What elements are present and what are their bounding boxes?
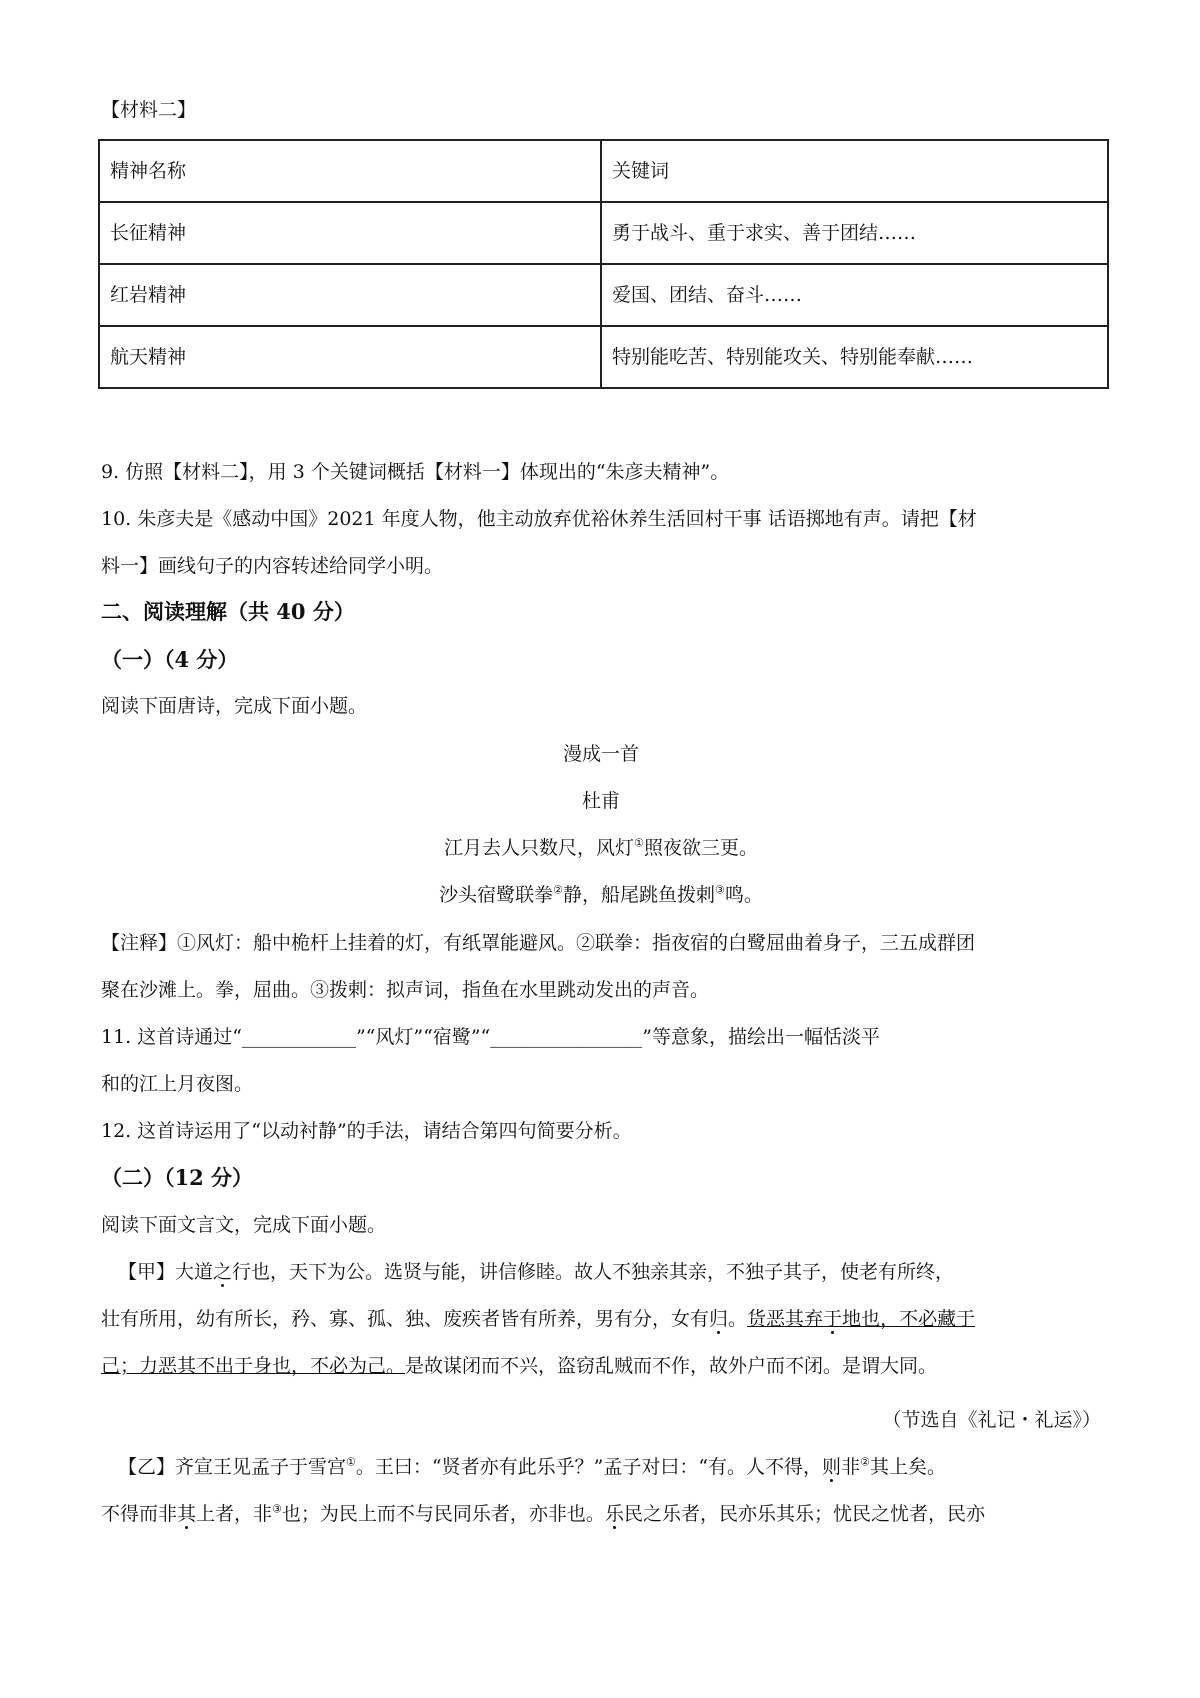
note-marker: ③ <box>272 1502 282 1516</box>
poem-author: 杜甫 <box>581 790 620 812</box>
passage-text: 货恶其弃 <box>747 1308 824 1330</box>
poem-text: 沙头宿鹭联拳 <box>439 884 554 906</box>
passage-text: 上者，非 <box>196 1503 273 1525</box>
passage-text: 不得而非 <box>101 1503 178 1525</box>
spirit-keyword-table <box>98 139 1109 389</box>
part-1-instruction: 阅读下面唐诗，完成下面小题。 <box>101 695 368 717</box>
passage-jia-line-3 <box>101 1352 1101 1381</box>
passage-text: 。 <box>728 1308 748 1330</box>
poem-text: 江月去人只数尺，风灯 <box>444 837 635 859</box>
question-11-line-1: 11. 这首诗通过“____________”“风灯”“宿鹭”“________________”等意象，描绘出一幅恬淡平 <box>101 1026 880 1048</box>
table-cell: 特别能吃苦、特别能攻关、特别能奉献…… <box>601 326 1108 388</box>
table-row <box>99 202 1108 264</box>
passage-text: 地也，不必藏于 <box>842 1308 976 1330</box>
table-header-row <box>99 140 1108 202</box>
question-9: 9. 仿照【材料二】，用 3 个关键词概括【材料一】体现出的“朱彦夫精神”。 <box>101 461 730 483</box>
passage-jia-line-1 <box>101 1258 1118 1287</box>
table-cell: 长征精神 <box>99 202 601 264</box>
dotted-char: 其 <box>177 1503 197 1525</box>
note-marker: ③ <box>715 883 725 897</box>
passage-text: 【乙】齐宣王见孟子于雪宫 <box>118 1456 347 1478</box>
part-2-instruction: 阅读下面文言文，完成下面小题。 <box>101 1214 387 1236</box>
table-header-cell: 关键词 <box>601 140 1108 202</box>
passage-text: 是故谋闭而不兴，盗窃乱贼而不作，故外户而不闭。是谓大同。 <box>405 1355 938 1377</box>
poem-line-2 <box>101 881 1101 910</box>
table-cell: 勇于战斗、重于求实、善于团结…… <box>601 202 1108 264</box>
table-cell: 红岩精神 <box>99 264 601 326</box>
table-cell: 爱国、团结、奋斗…… <box>601 264 1108 326</box>
material-2-label: 【材料二】 <box>101 99 197 121</box>
passage-text: 【甲】大道 <box>118 1261 214 1283</box>
passage-text: 非 <box>841 1456 861 1478</box>
passage-yi-line-1 <box>101 1453 1118 1482</box>
poem-title: 漫成一首 <box>562 743 639 765</box>
question-12: 12. 这首诗运用了“以动衬静”的手法，请结合第四句简要分析。 <box>101 1120 632 1142</box>
passage-text: 民之乐者，民亦乐其乐；忧民之忧者，民亦 <box>623 1503 985 1525</box>
dotted-char: 乐 <box>604 1503 624 1525</box>
table-header-cell: 精神名称 <box>99 140 601 202</box>
passage-jia-source: （节选自《礼记・礼运》） <box>882 1409 1101 1431</box>
passage-yi-line-2 <box>101 1500 1101 1529</box>
underlined-sentence <box>747 1308 975 1330</box>
question-10-line-2: 料一】画线句子的内容转述给同学小明。 <box>101 555 444 577</box>
question-11-line-2: 和的江上月夜图。 <box>101 1073 254 1095</box>
dotted-char: 归 <box>709 1308 729 1330</box>
annotation-line-2: 聚在沙滩上。拳，屈曲。③拨剌：拟声词，指鱼在水里跳动发出的声音。 <box>101 979 710 1001</box>
passage-text: 也；为民上而不与民同乐者，亦非也。 <box>281 1503 605 1525</box>
table-row <box>99 264 1108 326</box>
passage-text: 行也，天下为公。选贤与能，讲信修睦。故人不独亲其亲，不独子其子，使老有所终， <box>232 1261 955 1283</box>
table-row <box>99 326 1108 388</box>
question-10-line-1: 10. 朱彦夫是《感动中国》2021 年度人物，他主动放弃优裕休养生活回村干事 话语掷地有声。请把【材 <box>101 508 977 530</box>
dotted-char: 之 <box>213 1261 233 1283</box>
dotted-char: 则 <box>822 1456 842 1478</box>
passage-text: 。王曰：“贤者亦有此乐乎？”孟子对曰：“有。人不得， <box>355 1456 823 1478</box>
poem-text: 鸣。 <box>724 884 763 906</box>
poem-line-1 <box>101 834 1101 863</box>
passage-text: 壮有所用，幼有所长，矜、寡、孤、独、废疾者皆有所养，男有分，女有 <box>101 1308 710 1330</box>
poem-text: 照夜欲三更。 <box>643 837 758 859</box>
note-marker: ① <box>634 836 644 850</box>
table-cell: 航天精神 <box>99 326 601 388</box>
part-2-title: （二）（12 分） <box>101 1165 254 1190</box>
dotted-char: 于 <box>823 1308 843 1330</box>
note-marker: ② <box>553 883 563 897</box>
passage-text: 其上矣。 <box>869 1456 946 1478</box>
note-marker: ① <box>346 1455 356 1469</box>
part-1-title: （一）（4 分） <box>101 647 239 672</box>
annotation-line-1: 【注释】①风灯：船中桅杆上挂着的灯，有纸罩能避风。②联拳：指夜宿的白鹭屈曲着身子，三五成群团 <box>101 932 976 954</box>
poem-text: 静，船尾跳鱼拨剌 <box>562 884 715 906</box>
passage-jia-line-2 <box>101 1305 1101 1334</box>
section-2-title: 二、阅读理解（共 40 分） <box>101 599 355 624</box>
underlined-sentence: 己；力恶其不出于身也，不必为己。 <box>101 1355 406 1377</box>
note-marker: ② <box>860 1455 870 1469</box>
